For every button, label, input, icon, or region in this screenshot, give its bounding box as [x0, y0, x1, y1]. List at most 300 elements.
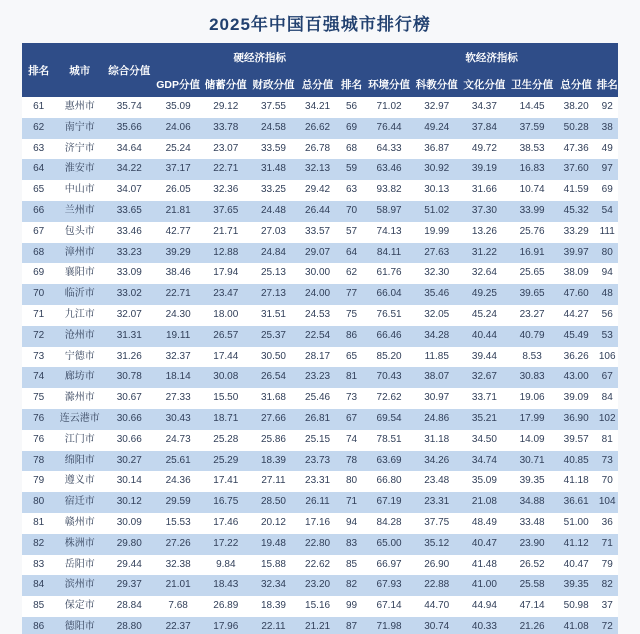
health-score-cell: 39.35: [519, 475, 545, 487]
composite-score-cell: 29.44: [116, 558, 142, 570]
science-education-score-cell: 31.18: [424, 433, 450, 445]
table-row: [22, 534, 618, 555]
culture-score-cell: 41.48: [471, 558, 497, 570]
hard-rank-cell: 78: [345, 454, 358, 466]
savings-score-cell: 21.71: [213, 225, 239, 237]
city-cell: 南宁市: [64, 121, 95, 133]
fiscal-score-cell: 24.58: [260, 121, 286, 133]
rank-cell: 67: [33, 225, 45, 237]
health-score-cell: 23.90: [519, 537, 545, 549]
health-score-cell: 14.09: [519, 433, 545, 445]
composite-score-cell: 30.78: [116, 371, 142, 383]
composite-score-cell: 33.23: [116, 246, 142, 258]
science-education-score-cell: 35.12: [424, 537, 450, 549]
hard-total-score-cell: 17.16: [305, 516, 331, 528]
header-soft-total-score: 总分值: [556, 71, 597, 97]
composite-score-cell: 30.12: [116, 496, 142, 508]
savings-score-cell: 33.78: [213, 121, 239, 133]
composite-score-cell: 33.46: [116, 225, 142, 237]
soft-total-score-cell: 40.85: [563, 454, 589, 466]
science-education-score-cell: 24.86: [424, 412, 450, 424]
soft-rank-cell: 111: [599, 225, 615, 237]
environment-score-cell: 72.62: [376, 392, 402, 404]
fiscal-score-cell: 22.11: [261, 620, 286, 632]
culture-score-cell: 21.08: [471, 496, 497, 508]
science-education-score-cell: 35.46: [424, 288, 450, 300]
science-education-score-cell: 26.90: [424, 558, 450, 570]
city-cell: 江门市: [64, 433, 95, 445]
hard-rank-cell: 99: [345, 600, 358, 612]
gdp-score-cell: 19.11: [165, 329, 191, 341]
composite-score-cell: 34.22: [116, 163, 142, 175]
table-row: [22, 430, 618, 451]
table-row: [22, 451, 618, 472]
culture-score-cell: 31.22: [471, 246, 497, 258]
savings-score-cell: 17.44: [213, 350, 239, 362]
table-row: [22, 617, 618, 634]
table-row: [22, 139, 618, 160]
environment-score-cell: 64.33: [376, 142, 402, 154]
science-education-score-cell: 11.85: [424, 350, 449, 362]
composite-score-cell: 31.31: [116, 329, 142, 341]
composite-score-cell: 34.07: [116, 184, 142, 196]
health-score-cell: 25.65: [519, 267, 545, 279]
soft-total-score-cell: 39.35: [563, 579, 589, 591]
fiscal-score-cell: 24.48: [260, 204, 286, 216]
city-cell: 沧州市: [64, 329, 95, 341]
rank-cell: 82: [33, 537, 45, 549]
fiscal-score-cell: 18.39: [260, 600, 286, 612]
gdp-score-cell: 27.26: [165, 537, 191, 549]
header-composite-score: 综合分值: [104, 43, 154, 97]
soft-total-score-cell: 36.26: [563, 350, 589, 362]
culture-score-cell: 37.84: [471, 121, 497, 133]
hard-rank-cell: 86: [345, 329, 358, 341]
hard-total-score-cell: 23.23: [305, 371, 331, 383]
city-cell: 中山市: [64, 184, 95, 196]
fiscal-score-cell: 27.03: [260, 225, 286, 237]
science-education-score-cell: 37.75: [424, 516, 450, 528]
header-city: 城市: [55, 43, 104, 97]
fiscal-score-cell: 31.51: [260, 308, 286, 320]
hard-rank-cell: 87: [345, 620, 358, 632]
environment-score-cell: 61.76: [376, 267, 402, 279]
environment-score-cell: 66.97: [376, 558, 402, 570]
health-score-cell: 21.26: [519, 620, 545, 632]
rank-cell: 74: [33, 371, 45, 383]
science-education-score-cell: 34.28: [424, 329, 450, 341]
fiscal-score-cell: 27.13: [260, 288, 286, 300]
soft-total-score-cell: 43.00: [563, 371, 589, 383]
hard-total-score-cell: 26.81: [305, 412, 331, 424]
health-score-cell: 25.76: [519, 225, 545, 237]
environment-score-cell: 93.82: [376, 184, 402, 196]
environment-score-cell: 78.51: [376, 433, 402, 445]
health-score-cell: 34.88: [519, 496, 545, 508]
hard-total-score-cell: 23.20: [305, 579, 331, 591]
city-cell: 德阳市: [64, 620, 95, 632]
soft-total-score-cell: 50.28: [563, 121, 589, 133]
health-score-cell: 47.14: [519, 600, 545, 612]
gdp-score-cell: 30.43: [165, 412, 191, 424]
city-cell: 济宁市: [64, 142, 95, 154]
soft-rank-cell: 84: [601, 392, 613, 404]
fiscal-score-cell: 24.84: [260, 246, 286, 258]
gdp-score-cell: 24.06: [165, 121, 191, 133]
environment-score-cell: 67.14: [376, 600, 402, 612]
savings-score-cell: 17.22: [213, 537, 239, 549]
table-header: [22, 43, 618, 97]
soft-total-score-cell: 38.09: [563, 267, 589, 279]
culture-score-cell: 41.00: [471, 579, 497, 591]
science-education-score-cell: 51.02: [424, 204, 450, 216]
culture-score-cell: 33.71: [471, 392, 497, 404]
soft-rank-cell: 97: [601, 163, 613, 175]
fiscal-score-cell: 28.50: [260, 496, 286, 508]
environment-score-cell: 84.11: [376, 246, 402, 258]
culture-score-cell: 31.66: [471, 184, 497, 196]
city-cell: 株洲市: [64, 537, 95, 549]
city-cell: 廊坊市: [64, 371, 95, 383]
soft-total-score-cell: 39.09: [563, 392, 589, 404]
environment-score-cell: 66.04: [376, 288, 402, 300]
hard-rank-cell: 67: [345, 412, 358, 424]
fiscal-score-cell: 25.13: [260, 267, 286, 279]
rank-cell: 66: [33, 204, 45, 216]
hard-rank-cell: 81: [345, 371, 358, 383]
city-cell: 滁州市: [64, 392, 95, 404]
gdp-score-cell: 35.09: [165, 101, 191, 112]
fiscal-score-cell: 26.54: [260, 371, 286, 383]
table-row: [22, 409, 618, 430]
table-row: [22, 159, 618, 180]
rank-cell: 76: [33, 412, 45, 424]
hard-rank-cell: 71: [345, 496, 358, 508]
city-cell: 遵义市: [64, 475, 95, 487]
composite-score-cell: 33.65: [116, 204, 142, 216]
environment-score-cell: 63.46: [376, 163, 402, 175]
composite-score-cell: 32.07: [116, 308, 142, 320]
environment-score-cell: 76.51: [376, 308, 402, 320]
table-row: [22, 575, 618, 596]
environment-score-cell: 71.98: [376, 620, 402, 632]
culture-score-cell: 34.74: [471, 454, 497, 466]
savings-score-cell: 23.07: [213, 142, 239, 154]
city-cell: 滨州市: [64, 579, 95, 591]
city-cell: 包头市: [64, 225, 95, 237]
science-education-score-cell: 23.31: [424, 496, 450, 508]
composite-score-cell: 33.02: [116, 288, 142, 300]
table-row: [22, 243, 618, 264]
table-row: [22, 555, 618, 576]
health-score-cell: 16.91: [519, 246, 545, 258]
environment-score-cell: 67.19: [376, 496, 402, 508]
culture-score-cell: 13.26: [471, 225, 497, 237]
hard-rank-cell: 73: [345, 392, 358, 404]
city-cell: 宿迁市: [64, 496, 95, 508]
fiscal-score-cell: 30.50: [260, 350, 286, 362]
health-score-cell: 8.53: [522, 350, 542, 362]
header-savings-score: 储蓄分值: [202, 71, 250, 97]
savings-score-cell: 18.00: [213, 308, 239, 320]
header-gdp-score: GDP分值: [154, 71, 202, 97]
header-hard-rank: 排名: [338, 71, 365, 97]
hard-total-score-cell: 29.07: [305, 246, 331, 258]
soft-rank-cell: 79: [601, 558, 613, 570]
science-education-score-cell: 38.07: [424, 371, 450, 383]
culture-score-cell: 48.49: [471, 516, 497, 528]
rank-cell: 63: [33, 142, 45, 154]
rank-cell: 84: [33, 579, 45, 591]
soft-rank-cell: 70: [601, 475, 613, 487]
hard-total-score-cell: 32.13: [305, 163, 331, 175]
table-row: [22, 284, 618, 305]
rank-cell: 79: [33, 475, 45, 487]
science-education-score-cell: 30.74: [424, 620, 450, 632]
soft-total-score-cell: 38.20: [563, 101, 589, 112]
hard-total-score-cell: 22.62: [305, 558, 331, 570]
environment-score-cell: 85.20: [376, 350, 402, 362]
savings-score-cell: 17.46: [213, 516, 239, 528]
environment-score-cell: 76.44: [376, 121, 402, 133]
hard-total-score-cell: 28.17: [305, 350, 331, 362]
culture-score-cell: 49.72: [471, 142, 497, 154]
hard-total-score-cell: 26.62: [305, 121, 331, 133]
composite-score-cell: 30.66: [116, 433, 142, 445]
fiscal-score-cell: 25.86: [260, 433, 286, 445]
science-education-score-cell: 27.63: [424, 246, 450, 258]
gdp-score-cell: 32.37: [165, 350, 191, 362]
composite-score-cell: 30.14: [116, 475, 142, 487]
soft-rank-cell: 38: [601, 121, 613, 133]
composite-score-cell: 35.66: [116, 121, 142, 133]
savings-score-cell: 17.96: [213, 620, 239, 632]
gdp-score-cell: 15.53: [165, 516, 191, 528]
rank-cell: 85: [33, 600, 45, 612]
soft-rank-cell: 80: [601, 246, 613, 258]
soft-rank-cell: 106: [598, 350, 616, 362]
hard-total-score-cell: 23.73: [305, 454, 331, 466]
hard-total-score-cell: 26.78: [305, 142, 331, 154]
hard-total-score-cell: 23.31: [305, 475, 331, 487]
table-row: [22, 513, 618, 534]
hard-total-score-cell: 15.16: [305, 600, 331, 612]
savings-score-cell: 25.29: [213, 454, 239, 466]
health-score-cell: 30.83: [519, 371, 545, 383]
hard-total-score-cell: 33.57: [305, 225, 331, 237]
hard-rank-cell: 94: [345, 516, 358, 528]
soft-rank-cell: 36: [601, 516, 613, 528]
health-score-cell: 33.48: [519, 516, 545, 528]
composite-score-cell: 33.09: [116, 267, 142, 279]
table-body: [22, 97, 618, 634]
science-education-score-cell: 19.99: [424, 225, 450, 237]
gdp-score-cell: 27.33: [165, 392, 191, 404]
environment-score-cell: 65.00: [376, 537, 402, 549]
health-score-cell: 39.65: [519, 288, 545, 300]
gdp-score-cell: 25.24: [165, 142, 191, 154]
header-science-education-score: 科教分值: [413, 71, 461, 97]
hard-total-score-cell: 24.00: [305, 288, 331, 300]
savings-score-cell: 12.88: [213, 246, 239, 258]
gdp-score-cell: 24.73: [165, 433, 191, 445]
culture-score-cell: 45.24: [471, 308, 497, 320]
gdp-score-cell: 7.68: [168, 600, 188, 612]
fiscal-score-cell: 33.25: [260, 184, 286, 196]
health-score-cell: 23.27: [519, 308, 545, 320]
savings-score-cell: 18.71: [213, 412, 239, 424]
table-row: [22, 492, 618, 513]
science-education-score-cell: 44.70: [424, 600, 450, 612]
fiscal-score-cell: 15.88: [260, 558, 286, 570]
table-row: [22, 222, 618, 243]
savings-score-cell: 30.08: [213, 371, 239, 383]
fiscal-score-cell: 31.48: [260, 163, 286, 175]
rank-cell: 75: [33, 392, 45, 404]
composite-score-cell: 30.27: [116, 454, 142, 466]
composite-score-cell: 28.80: [116, 620, 142, 632]
science-education-score-cell: 32.05: [424, 308, 450, 320]
health-score-cell: 33.99: [519, 204, 545, 216]
soft-total-score-cell: 41.59: [563, 184, 589, 196]
soft-rank-cell: 102: [598, 412, 616, 424]
culture-score-cell: 40.47: [471, 537, 497, 549]
soft-rank-cell: 71: [601, 537, 613, 549]
health-score-cell: 19.06: [519, 392, 545, 404]
culture-score-cell: 35.09: [471, 475, 497, 487]
soft-rank-cell: 94: [601, 267, 613, 279]
soft-rank-cell: 56: [601, 308, 613, 320]
table-row: [22, 97, 618, 118]
environment-score-cell: 58.97: [376, 204, 402, 216]
science-education-score-cell: 34.26: [424, 454, 450, 466]
soft-total-score-cell: 44.27: [563, 308, 589, 320]
gdp-score-cell: 38.46: [165, 267, 191, 279]
gdp-score-cell: 32.38: [165, 558, 191, 570]
culture-score-cell: 39.44: [471, 350, 497, 362]
hard-rank-cell: 56: [345, 101, 358, 112]
culture-score-cell: 49.25: [471, 288, 497, 300]
soft-total-score-cell: 47.60: [563, 288, 589, 300]
gdp-score-cell: 25.61: [165, 454, 191, 466]
table-row: [22, 347, 618, 368]
culture-score-cell: 39.19: [471, 163, 497, 175]
health-score-cell: 14.45: [519, 101, 545, 112]
rank-cell: 62: [33, 121, 45, 133]
hard-rank-cell: 68: [345, 142, 358, 154]
soft-total-score-cell: 36.61: [563, 496, 589, 508]
hard-rank-cell: 62: [345, 267, 358, 279]
page-title: 2025年中国百强城市排行榜: [209, 15, 431, 34]
gdp-score-cell: 24.30: [165, 308, 191, 320]
hard-total-score-cell: 25.46: [305, 392, 331, 404]
rank-cell: 69: [33, 267, 45, 279]
city-cell: 保定市: [64, 600, 95, 612]
rank-cell: 64: [33, 163, 45, 175]
rank-cell: 68: [33, 246, 45, 258]
environment-score-cell: 69.54: [376, 412, 402, 424]
savings-score-cell: 32.36: [213, 184, 239, 196]
science-education-score-cell: 49.24: [424, 121, 450, 133]
science-education-score-cell: 32.30: [424, 267, 450, 279]
city-cell: 漳州市: [64, 246, 95, 258]
city-cell: 宁德市: [64, 350, 95, 362]
health-score-cell: 37.59: [519, 121, 545, 133]
savings-score-cell: 37.65: [213, 204, 239, 216]
culture-score-cell: 34.50: [471, 433, 497, 445]
science-education-score-cell: 22.88: [424, 579, 450, 591]
hard-rank-cell: 69: [345, 121, 358, 133]
science-education-score-cell: 23.48: [424, 475, 450, 487]
composite-score-cell: 35.74: [116, 101, 142, 112]
culture-score-cell: 40.33: [471, 620, 497, 632]
city-cell: 九江市: [64, 308, 95, 320]
hard-rank-cell: 75: [345, 308, 358, 320]
health-score-cell: 26.52: [519, 558, 545, 570]
hard-total-score-cell: 21.21: [305, 620, 331, 632]
city-cell: 惠州市: [64, 101, 95, 112]
fiscal-score-cell: 31.68: [260, 392, 286, 404]
table-row: [22, 263, 618, 284]
city-cell: 襄阳市: [64, 267, 95, 279]
culture-score-cell: 34.37: [471, 101, 497, 112]
culture-score-cell: 40.44: [471, 329, 497, 341]
soft-total-score-cell: 33.29: [563, 225, 589, 237]
gdp-score-cell: 21.81: [165, 204, 191, 216]
soft-total-score-cell: 50.98: [563, 600, 589, 612]
fiscal-score-cell: 19.48: [260, 537, 286, 549]
soft-rank-cell: 104: [598, 496, 616, 508]
hard-total-score-cell: 26.11: [305, 496, 330, 508]
gdp-score-cell: 21.01: [165, 579, 191, 591]
hard-total-score-cell: 30.00: [305, 267, 331, 279]
rank-cell: 70: [33, 288, 45, 300]
header-rank: 排名: [22, 43, 55, 97]
fiscal-score-cell: 32.34: [260, 579, 286, 591]
savings-score-cell: 16.75: [213, 496, 239, 508]
hard-total-score-cell: 24.53: [305, 308, 331, 320]
soft-total-score-cell: 41.18: [563, 475, 589, 487]
hard-rank-cell: 74: [345, 433, 358, 445]
rank-cell: 76: [33, 433, 45, 445]
table-row: [22, 118, 618, 139]
fiscal-score-cell: 33.59: [260, 142, 286, 154]
hard-rank-cell: 64: [345, 246, 358, 258]
hard-rank-cell: 65: [345, 350, 358, 362]
environment-score-cell: 84.28: [376, 516, 402, 528]
gdp-score-cell: 22.71: [165, 288, 191, 300]
hard-rank-cell: 82: [345, 579, 358, 591]
culture-score-cell: 44.94: [471, 600, 497, 612]
health-score-cell: 16.83: [519, 163, 545, 175]
header-hard-total-score: 总分值: [297, 71, 338, 97]
gdp-score-cell: 18.14: [165, 371, 191, 383]
hard-rank-cell: 83: [345, 537, 358, 549]
hard-total-score-cell: 22.80: [305, 537, 331, 549]
composite-score-cell: 29.80: [116, 537, 142, 549]
hard-rank-cell: 80: [345, 475, 358, 487]
soft-rank-cell: 92: [601, 101, 613, 112]
soft-rank-cell: 69: [601, 184, 613, 196]
hard-total-score-cell: 29.42: [305, 184, 331, 196]
gdp-score-cell: 39.29: [165, 246, 191, 258]
table-row: [22, 367, 618, 388]
city-cell: 岳阳市: [64, 558, 95, 570]
composite-score-cell: 28.84: [116, 600, 142, 612]
gdp-score-cell: 37.17: [165, 163, 191, 175]
header-soft-rank: 排名: [596, 71, 618, 97]
environment-score-cell: 70.43: [376, 371, 402, 383]
